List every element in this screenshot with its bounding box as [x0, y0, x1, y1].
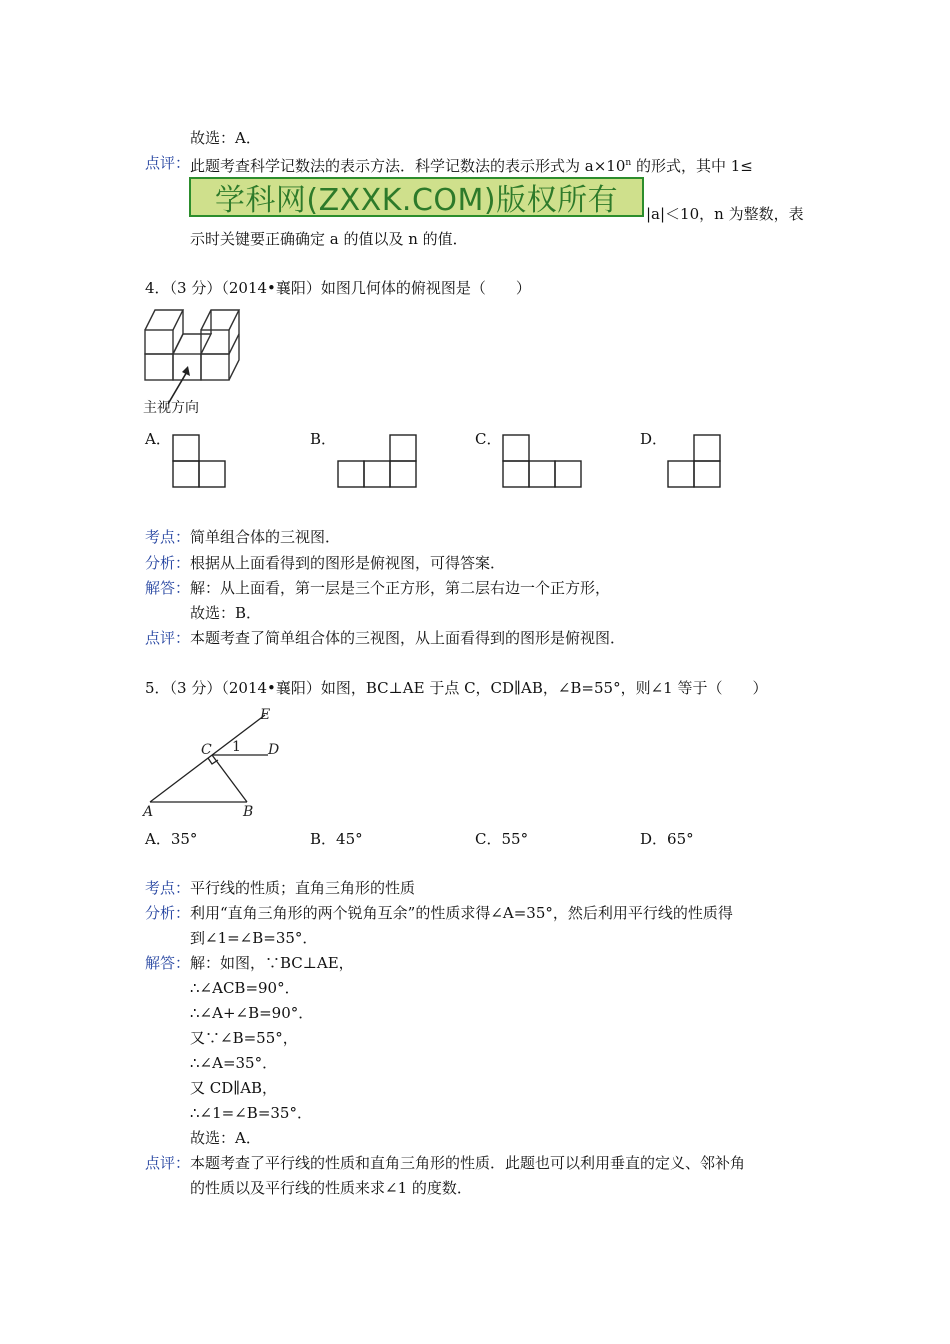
- q5-fenxi-label: 分析：: [145, 904, 191, 922]
- q3-comment-label: 点评：: [145, 154, 191, 172]
- q4-option-d-label: D．: [640, 430, 668, 448]
- copyright-watermark: 学科网(ZXXK.COM)版权所有: [189, 177, 644, 217]
- q3-comment-line2: |a|＜10，n 为整数，表: [646, 205, 804, 223]
- q5-step-2: ∴∠ACB=90°．: [190, 979, 300, 997]
- q5-option-a: A．35°: [145, 830, 198, 848]
- q5-dianping-line1: 本题考查了平行线的性质和直角三角形的性质．此题也可以利用垂直的定义、邻补角: [190, 1154, 746, 1172]
- q5-kaodian: 平行线的性质；直角三角形的性质: [190, 879, 416, 897]
- q5-step-1: 解：如图，∵BC⊥AE，: [190, 954, 354, 972]
- q5-stem: 5．（3 分）（2014•襄阳）如图，BC⊥AE 于点 C，CD∥AB，∠B=55°，则∠1 等于（ ）: [145, 679, 768, 697]
- q4-dianping: 本题考查了简单组合体的三视图，从上面看得到的图形是俯视图．: [190, 629, 626, 647]
- view-direction-caption: 主视方向: [143, 400, 199, 416]
- q4-kaodian-label: 考点：: [145, 528, 191, 546]
- q4-stem: 4．（3 分）（2014•襄阳）如图几何体的俯视图是（ ）: [145, 279, 531, 297]
- q4-fenxi-label: 分析：: [145, 554, 191, 572]
- q4-option-a-label: A．: [145, 430, 171, 448]
- q3-choice: 故选：A．: [190, 129, 261, 147]
- q5-fenxi-line2: 到∠1=∠B=35°．: [190, 929, 318, 947]
- q5-step-5: ∴∠A=35°．: [190, 1054, 278, 1072]
- q4-option-c-figure: [502, 434, 584, 490]
- q5-dianping-label: 点评：: [145, 1154, 191, 1172]
- q3-comment-line3: 示时关键要正确确定 a 的值以及 n 的值．: [190, 230, 468, 248]
- label-a: A: [143, 804, 154, 820]
- q4-dianping-label: 点评：: [145, 629, 191, 647]
- q4-jieda-line2: 故选：B．: [190, 604, 262, 622]
- label-b: B: [243, 804, 254, 820]
- q4-option-a-figure: [172, 434, 228, 490]
- q5-triangle-figure: [140, 705, 290, 820]
- q5-option-c: C．55°: [475, 830, 529, 848]
- q5-step-3: ∴∠A+∠B=90°．: [190, 1004, 314, 1022]
- q4-option-d-figure: [667, 434, 723, 490]
- q5-jieda-label: 解答：: [145, 954, 191, 972]
- q5-dianping-line2: 的性质以及平行线的性质来求∠1 的度数．: [190, 1179, 472, 1197]
- q4-kaodian: 简单组合体的三视图．: [190, 528, 341, 546]
- q5-fenxi-line1: 利用“直角三角形的两个锐角互余”的性质求得∠A=35°，然后利用平行线的性质得: [190, 904, 733, 922]
- q3-comment-line1: 此题考查科学记数法的表示方法．科学记数法的表示形式为 $a\times 10^n$ 的形式，其中 1≤: [190, 157, 753, 175]
- q5-step-6: 又 CD∥AB，: [190, 1079, 278, 1097]
- q4-option-b-label: B．: [310, 430, 337, 448]
- q4-jieda-line1: 解：从上面看，第一层是三个正方形，第二层右边一个正方形，: [190, 579, 611, 597]
- q5-step-7: ∴∠1=∠B=35°．: [190, 1104, 312, 1122]
- label-angle-1: 1: [232, 739, 241, 755]
- label-d: D: [268, 742, 280, 758]
- q5-step-8: 故选：A．: [190, 1129, 261, 1147]
- q4-option-b-figure: [337, 434, 419, 490]
- q5-option-b: B．45°: [310, 830, 363, 848]
- q5-step-4: 又∵∠B=55°，: [190, 1029, 298, 1047]
- q5-option-d: D．65°: [640, 830, 694, 848]
- label-e: E: [260, 707, 271, 723]
- q4-fenxi: 根据从上面看得到的图形是俯视图，可得答案．: [190, 554, 506, 572]
- q4-jieda-label: 解答：: [145, 579, 191, 597]
- q5-kaodian-label: 考点：: [145, 879, 191, 897]
- label-c: C: [201, 742, 212, 758]
- q4-option-c-label: C．: [475, 430, 502, 448]
